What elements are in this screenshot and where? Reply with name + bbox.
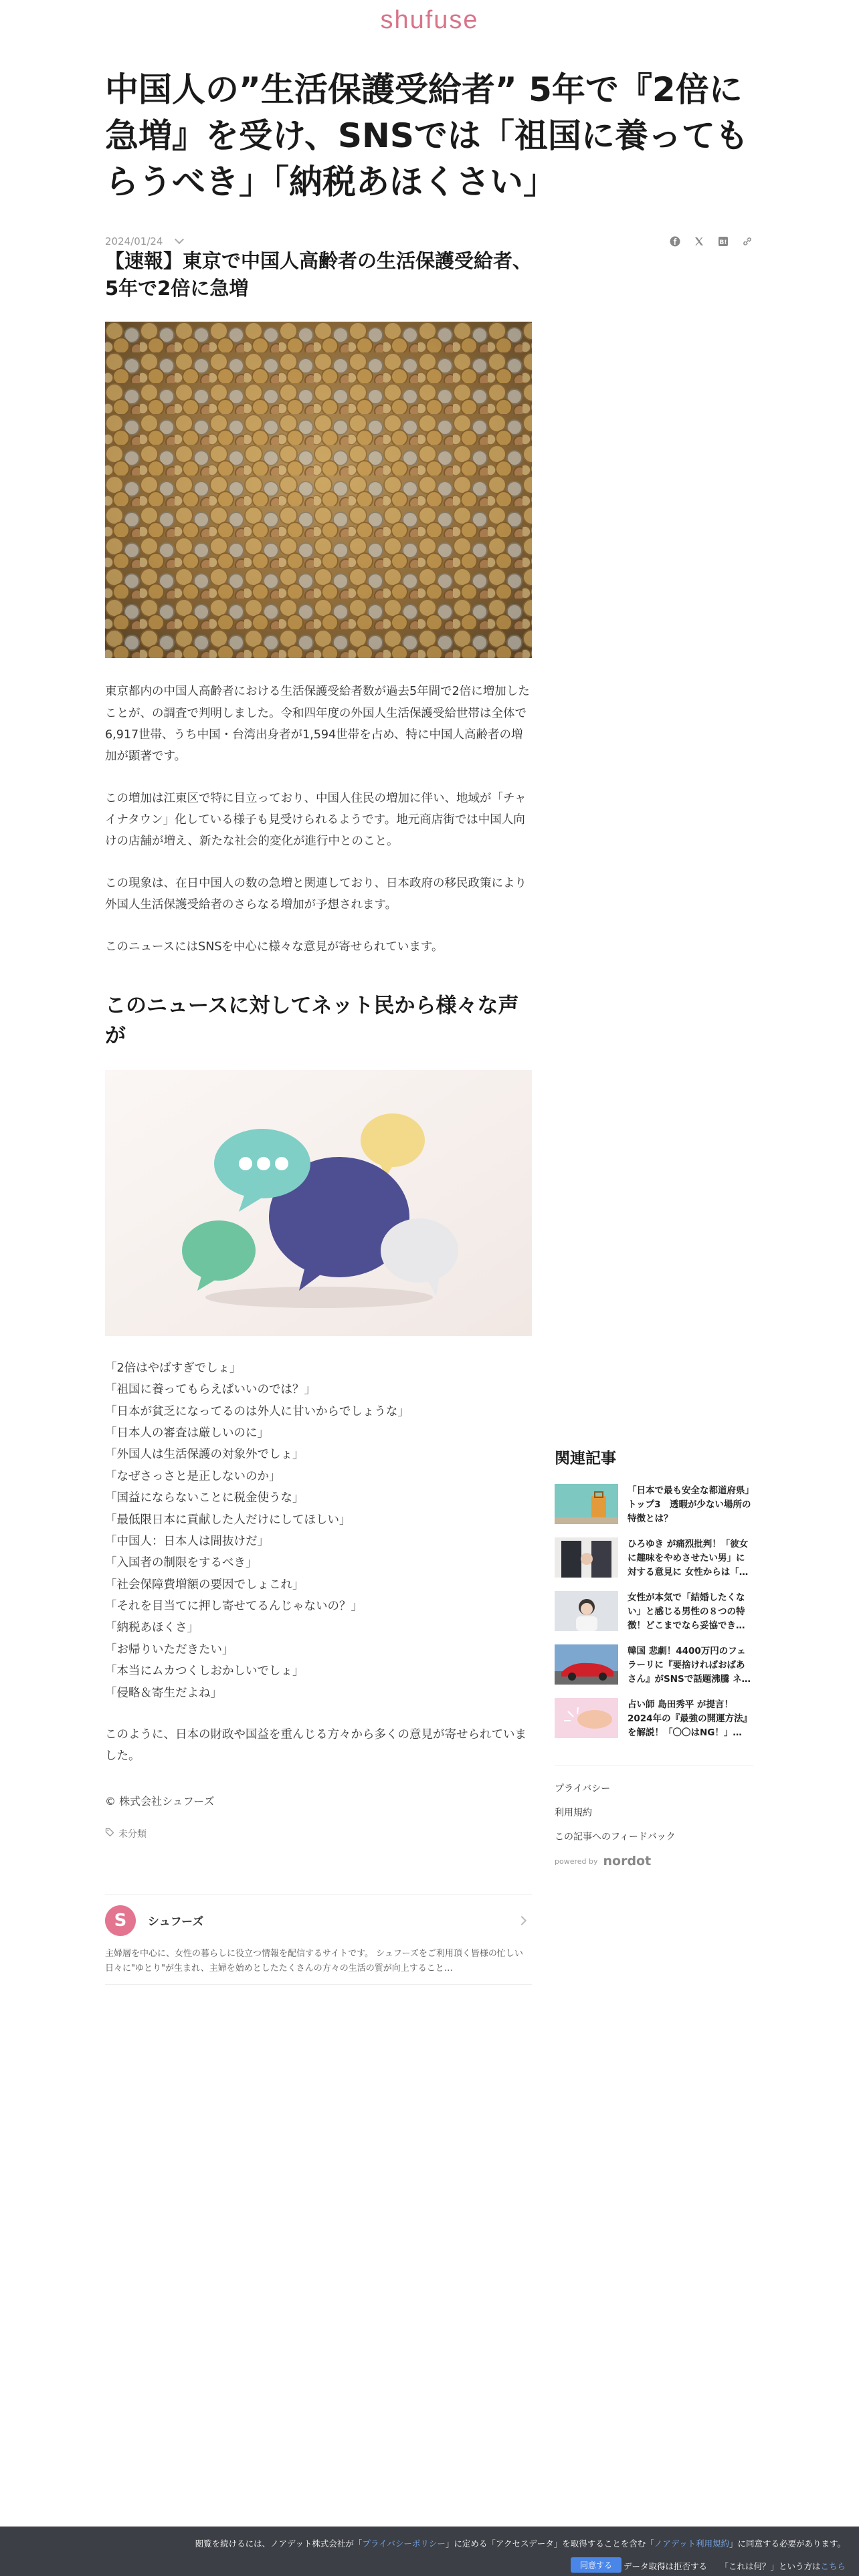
related-articles-title: 関連記事	[555, 1450, 616, 1467]
what-is-text: 「これは何？」という方は	[720, 2561, 821, 2571]
related-article-title: 占い師 島田秀平 が提言！2024年の『最強の開運方法』を解説！「〇〇はNG！」…	[628, 1699, 753, 1738]
closing-paragraph: このように、日本の財政や国益を重んじる方々から多くの意見が寄せられていました。	[105, 1727, 527, 1763]
powered-by-label: powered by	[555, 1856, 598, 1866]
author-description: 主婦層を中心に、女性の暮らしに役立つ情報を配信するサイトです。 シュフーズをご利用頂く皆様の忙しい日々に"ゆとり"が生まれ、主婦を始めとしたたくさんの方々の生活の質が向上すること…	[105, 1948, 523, 1973]
facebook-icon[interactable]	[668, 235, 682, 248]
list-item: 「日本人の審査は厳しいのに」	[105, 1426, 269, 1440]
hatena-icon[interactable]	[717, 235, 730, 248]
list-item: 「外国人は生活保護の対象外でしょ」	[105, 1448, 304, 1462]
sidebar-links	[555, 1782, 753, 1843]
list-item: 「中国人：日本人は間抜けだ」	[105, 1534, 269, 1548]
agree-button[interactable]: 同意する	[571, 2557, 622, 2573]
article-date: 2024/01/24	[105, 235, 163, 247]
list-item: 「なぜさっさと是正しないのか」	[105, 1469, 281, 1483]
paragraph: 東京都内の中国人高齢者における生活保護受給者数が過去5年間で2倍に増加したことが、の調査で判明しました。令和四年度の外国人生活保護受給世帯は全体で6,917世帯、うち中国・台湾出身者が1,594世帯を占め、特に中国人高齢者の増加が顕著です。	[105, 685, 530, 764]
site-header	[0, 0, 859, 40]
copyright: © 株式会社シュフーズ	[105, 1794, 215, 1808]
list-item: 「お帰りいただきたい」	[105, 1642, 234, 1656]
link-icon[interactable]	[741, 235, 754, 248]
section-heading: このニュースに対してネット民から様々な声が	[105, 993, 519, 1048]
avatar: S	[105, 1905, 136, 1936]
list-item: 「国益にならないことに税金使うな」	[105, 1491, 304, 1505]
paragraph: このニュースにはSNSを中心に様々な意見が寄せられています。	[105, 940, 444, 954]
what-is-link[interactable]: こちら	[820, 2561, 846, 2571]
related-article-item[interactable]	[555, 1644, 753, 1685]
related-article-item[interactable]	[555, 1484, 753, 1524]
related-article-title: ひろゆき が痛烈批判！「彼女に趣味をやめさせたい男」に対する意見に 女性からは「…	[628, 1539, 749, 1578]
consent-text: 」に定める「アクセスデータ」を取得することを含む「	[445, 2539, 654, 2549]
related-article-title: 「日本で最も安全な都道府県」トップ3 透暇が少ない場所の特徴とは？	[628, 1485, 751, 1524]
related-thumbnail	[555, 1537, 618, 1578]
related-article-title: 女性が本気で「結婚したくない」と感じる男性の８つの特徴！どこまでなら妥協でき…	[628, 1592, 745, 1631]
article-title: 中国人の”生活保護受給者” 5年で『2倍に急増』を受け、SNSでは「祖国に養ってもらうべき」「納税あほくさい」	[105, 70, 749, 201]
what-is-this	[720, 2560, 846, 2572]
category-tag[interactable]	[105, 1827, 532, 1840]
quote-list	[105, 1358, 532, 1704]
x-icon[interactable]	[692, 235, 706, 248]
reject-data-button[interactable]: データ取得は拒否する	[624, 2561, 708, 2571]
related-article-title: 韓国 悲劇！4400万円のフェラーリに『要捨ければおばあさん』がSNSで話題沸騰 ネ…	[628, 1646, 751, 1685]
chevron-right-icon	[517, 1916, 527, 1925]
list-item: 「社会保障費増額の要因でしょこれ」	[105, 1578, 304, 1592]
related-thumbnail	[555, 1698, 618, 1738]
speech-bubbles-image	[105, 1070, 532, 1336]
site-logo[interactable]: shufuse	[380, 5, 479, 34]
sidebar	[555, 1446, 753, 1868]
paragraph: この増加は江東区で特に目立っており、中国人住民の増加に伴い、地域が「チャイナタウン」化している様子も見受けられるようです。地元商店街では中国人向けの店舗が増え、新たな社会的変化が進行中とのこと。	[105, 791, 527, 849]
consent-banner	[0, 2527, 859, 2576]
article-body	[105, 247, 532, 1985]
list-item: 「侵略＆寄生だよね」	[105, 1686, 222, 1700]
feedback-link[interactable]: この記事へのフィードバック	[555, 1832, 676, 1842]
nordot-logo: nordot	[603, 1854, 652, 1868]
powered-by[interactable]	[555, 1854, 753, 1868]
related-thumbnail	[555, 1644, 618, 1685]
consent-privacy-link[interactable]: プライバシーポリシー	[362, 2539, 446, 2549]
list-item: 「それを目当てに押し寄せてるんじゃないの？」	[105, 1600, 363, 1614]
consent-text: 」に同意する必要があります。	[729, 2539, 846, 2549]
consent-actions	[0, 2557, 846, 2572]
privacy-link[interactable]: プライバシー	[555, 1784, 611, 1794]
terms-link[interactable]: 利用規約	[555, 1808, 592, 1818]
chevron-down-icon[interactable]	[175, 235, 184, 244]
share-buttons	[668, 235, 754, 248]
related-article-item[interactable]	[555, 1537, 753, 1578]
list-item: 「本当にムカつくしおかしいでしょ」	[105, 1665, 304, 1679]
consent-text: 閲覧を続けるには、ノアデット株式会社が「	[195, 2539, 363, 2549]
related-article-item[interactable]	[555, 1698, 753, 1738]
article-subhead: 【速報】東京で中国人高齢者の生活保護受給者、5年で2倍に急増	[105, 249, 533, 300]
list-item: 「納税あほくさ」	[105, 1621, 199, 1635]
author-name: シュフーズ	[148, 1915, 204, 1929]
list-item: 「入国者の制限をするべき」	[105, 1556, 258, 1570]
list-item: 「日本が貧乏になってるのは外人に甘いからでしょうな」	[105, 1404, 409, 1418]
article-header	[105, 67, 754, 253]
tag-icon	[105, 1828, 114, 1840]
coins-image	[105, 322, 532, 658]
related-thumbnail	[555, 1484, 618, 1524]
list-item: 「2倍はやばすぎでしょ」	[105, 1361, 242, 1375]
consent-terms-link[interactable]: ノアデット利用規約	[654, 2539, 729, 2549]
consent-message	[195, 2537, 846, 2549]
list-item: 「祖国に養ってもらえばいいのでは？」	[105, 1383, 316, 1397]
list-item: 「最低限日本に貢献した人だけにしてほしい」	[105, 1513, 351, 1527]
related-thumbnail	[555, 1591, 618, 1631]
svg-text:B!: B!	[719, 239, 727, 246]
author-card[interactable]	[105, 1894, 532, 1985]
paragraph: この現象は、在日中国人の数の急増と関連しており、日本政府の移民政策により外国人生活保護受給者のさらなる増加が予想されます。	[105, 876, 527, 912]
related-article-item[interactable]	[555, 1591, 753, 1631]
tag-label: 未分類	[118, 1828, 147, 1840]
